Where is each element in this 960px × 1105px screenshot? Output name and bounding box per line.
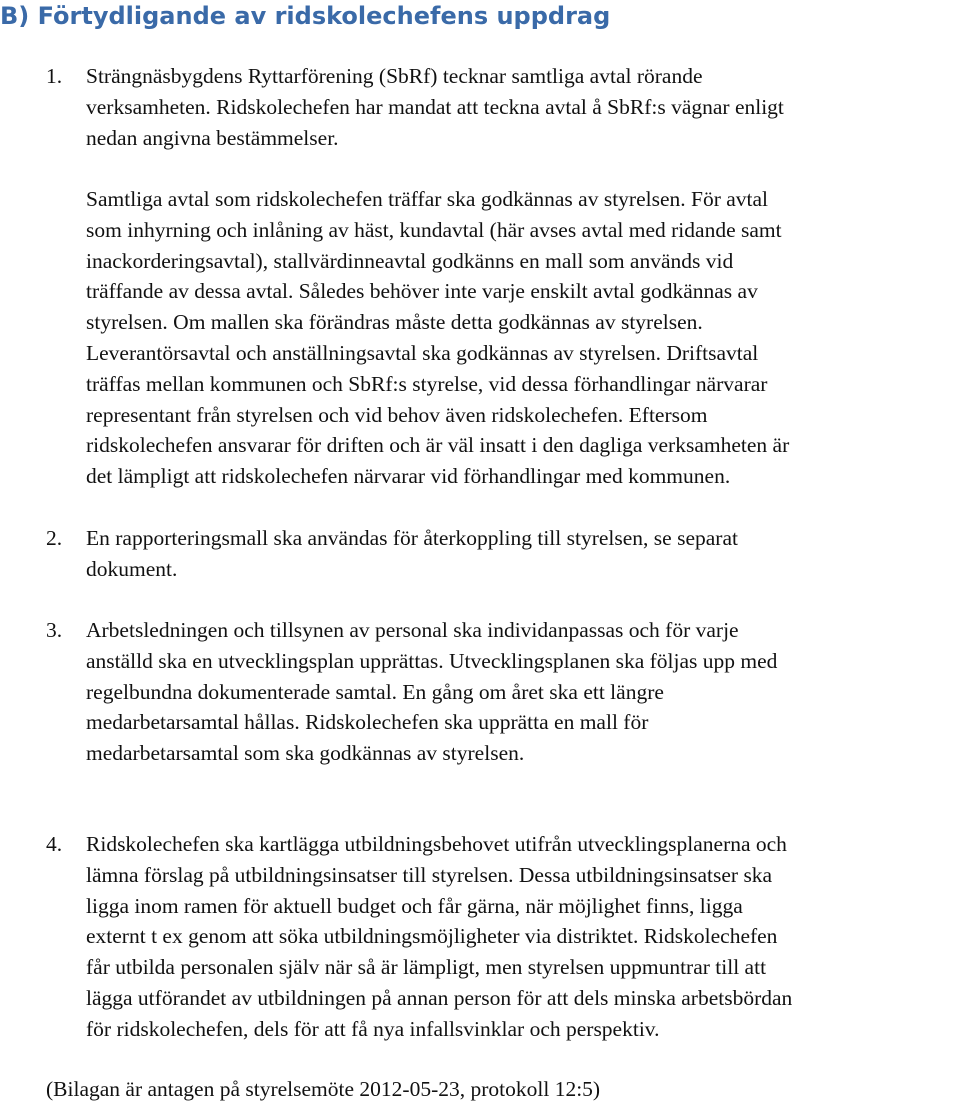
- text-line: medarbetarsamtal hållas. Ridskolechefen ska upprätta en mall för: [86, 710, 649, 735]
- text-line: representant från styrelsen och vid behov även ridskolechefen. Eftersom: [86, 402, 708, 427]
- text-line: Arbetsledningen och tillsynen av personal ska individanpassas och för varje: [86, 618, 739, 642]
- text-line: får utbilda personalen själv när så är lämpligt, men styrelsen uppmuntrar till att: [86, 955, 767, 980]
- text-line: nedan angivna bestämmelser.: [86, 125, 339, 150]
- text-line: träffas mellan kommunen och SbRf:s styrelse, vid dessa förhandlingar närvarar: [86, 371, 768, 396]
- text-line: som inhyrning och inlåning av häst, kundavtal (här avses avtal med ridande samt: [86, 217, 782, 242]
- text-line: ligga inom ramen för aktuell budget och får gärna, när möjlighet finns, ligga: [86, 893, 743, 918]
- item-number-3: 3.: [46, 618, 63, 642]
- text-line: Samtliga avtal som ridskolechefen träffar ska godkännas av styrelsen. För avtal: [86, 187, 769, 211]
- item-number-2: 2.: [46, 526, 63, 550]
- text-line: för ridskolechefen, dels för att få nya infallsvinklar och perspektiv.: [86, 1016, 660, 1041]
- item-1-paragraph-1: [86, 61, 958, 153]
- footer-note: (Bilagan är antagen på styrelsemöte 2012-05-23, protokoll 12:5): [46, 1077, 601, 1101]
- item-number-4: 4.: [46, 832, 63, 856]
- item-2-paragraph-1: [86, 523, 958, 585]
- text-line: träffande av dessa avtal. Således behöver inte varje enskilt avtal godkännas av: [86, 279, 758, 304]
- text-line: lägga utförandet av utbildningen på annan person för att dels minska arbetsbördan: [86, 985, 793, 1010]
- text-line: regelbundna dokumenterade samtal. En gång om året ska ett längre: [86, 679, 664, 704]
- item-1-paragraph-2: [86, 184, 958, 492]
- text-line: dokument.: [86, 556, 178, 581]
- text-line: det lämpligt att ridskolechefen närvarar vid förhandlingar med kommunen.: [86, 464, 731, 489]
- text-line: inackorderingsavtal), stallvärdinneavtal godkänns en mall som används vid: [86, 248, 734, 273]
- text-line: En rapporteringsmall ska användas för återkoppling till styrelsen, se separat: [86, 526, 738, 550]
- item-number-1: 1.: [46, 64, 63, 88]
- text-line: medarbetarsamtal som ska godkännas av styrelsen.: [86, 741, 525, 766]
- item-3-paragraph-1: [86, 615, 958, 769]
- text-line: anställd ska en utvecklingsplan upprättas. Utvecklingsplanen ska följas upp med: [86, 648, 778, 673]
- text-line: Strängnäsbygdens Ryttarförening (SbRf) tecknar samtliga avtal rörande: [86, 64, 703, 88]
- text-line: ridskolechefen ansvarar för driften och är väl insatt i den dagliga verksamheten är: [86, 433, 790, 458]
- text-line: lämna förslag på utbildningsinsatser till styrelsen. Dessa utbildningsinsatser ska: [86, 862, 773, 887]
- text-line: styrelsen. Om mallen ska förändras måste detta godkännas av styrelsen.: [86, 310, 703, 335]
- text-line: Ridskolechefen ska kartlägga utbildningsbehovet utifrån utvecklingsplanerna och: [86, 832, 787, 856]
- text-line: Leverantörsavtal och anställningsavtal ska godkännas av styrelsen. Driftsavtal: [86, 340, 759, 365]
- text-line: externt t ex genom att söka utbildningsmöjligheter via distriktet. Ridskolechefen: [86, 924, 778, 949]
- item-4-paragraph-1: [86, 829, 958, 1045]
- text-line: verksamheten. Ridskolechefen har mandat att teckna avtal å SbRf:s vägnar enligt: [86, 94, 784, 119]
- section-heading: B) Förtydligande av ridskolechefens uppdrag: [0, 2, 611, 30]
